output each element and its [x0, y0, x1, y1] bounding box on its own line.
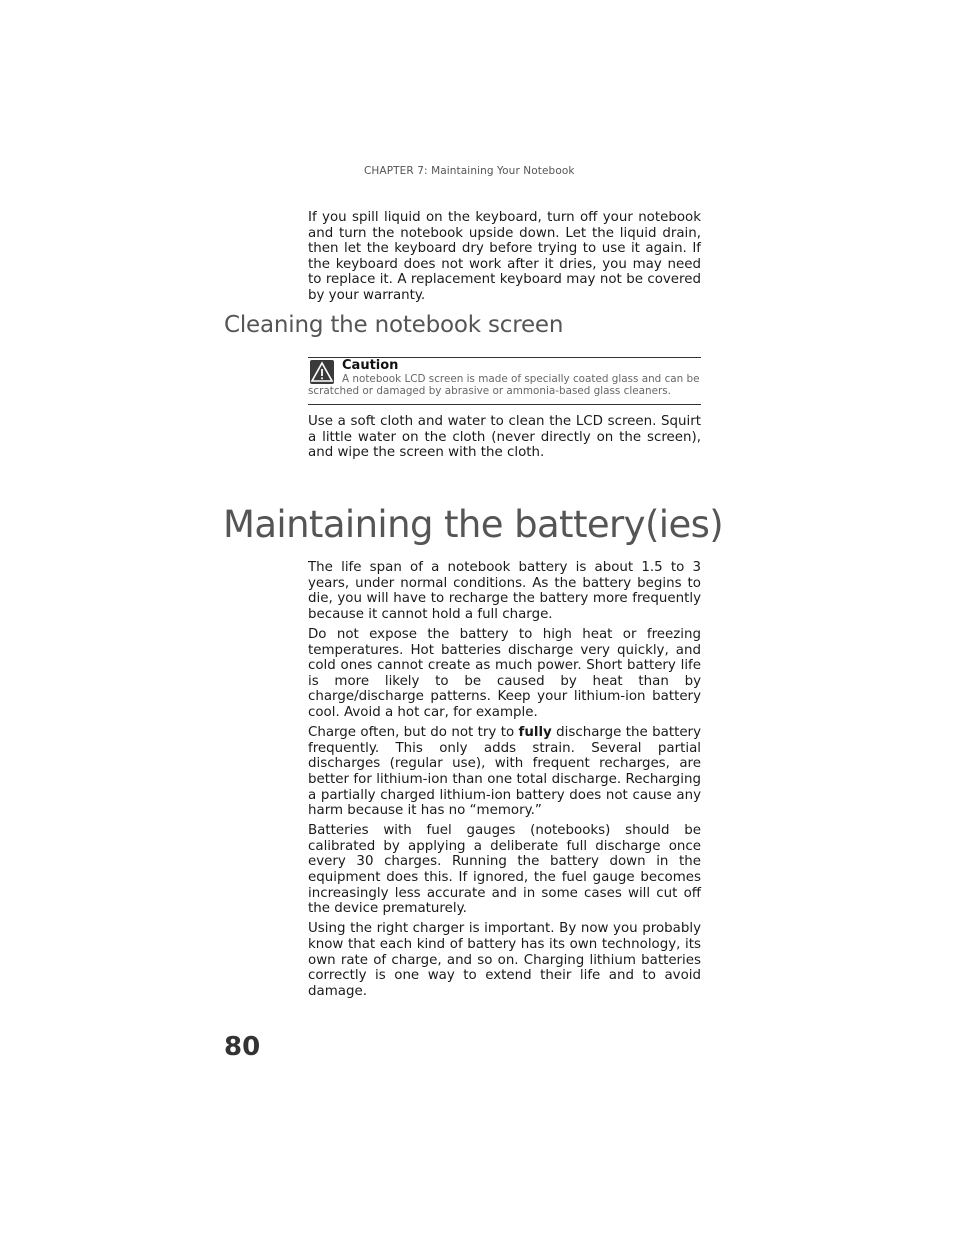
intro-paragraph: If you spill liquid on the keyboard, turn off your notebook and turn the notebook upside down. Let the liquid drain, then let the keyboard dry before trying to use it again. If the keyboard does not work after it dries, you may need to replace it. A replacement keyboard may not be covered by your warranty. — [308, 210, 701, 303]
page-number: 80 — [224, 1032, 261, 1062]
running-header: CHAPTER 7: Maintaining Your Notebook — [364, 165, 575, 177]
section-heading-battery: Maintaining the battery(ies) — [223, 503, 724, 546]
battery-paragraph-3-start: Charge often, but do not try to — [308, 725, 519, 741]
intro-section — [308, 210, 701, 304]
battery-section — [308, 560, 701, 999]
caution-text: A notebook LCD screen is made of specially coated glass and can be scratched or damaged by abrasive or ammonia-based glass cleaners. — [308, 373, 700, 398]
caution-title: Caution — [342, 358, 399, 373]
emphasis-fully: fully — [518, 725, 552, 741]
battery-paragraph-3-end: discharge the battery frequently. This only adds strain. Several partial discharges (regular use), with frequent recharges, are better for lithium-ion than one total discharge. Recharging a partially charged lithium-ion battery does not cause any harm because it has no “memory.” — [308, 725, 701, 819]
battery-paragraph-2: Do not expose the battery to high heat or freezing temperatures. Hot batteries discharge very quickly, and cold ones cannot create as much power. Short battery life is more likely to be caused by heat than by charge/discharge patterns. Keep your lithium-ion battery cool. Avoid a hot car, for example. — [308, 626, 701, 720]
screen-cleaning-paragraph: Use a soft cloth and water to clean the LCD screen. Squirt a little water on the cloth (never directly on the screen), and wipe the screen with the cloth. — [308, 414, 701, 461]
caution-box — [308, 357, 701, 405]
battery-paragraph-4: Batteries with fuel gauges (notebooks) should be calibrated by applying a deliberate full discharge once every 30 charges. Running the battery down in the equipment does this. If ignored, the fuel gauge becomes increasingly less accurate and in some cases will cut off the device prematurely. — [308, 823, 701, 917]
battery-paragraph-3 — [308, 725, 701, 819]
battery-paragraph-1: The life span of a notebook battery is about 1.5 to 3 years, under normal conditions. As the battery begins to die, you will have to recharge the battery more frequently because it cannot hold a full charge. — [308, 560, 701, 622]
section-heading-screen: Cleaning the notebook screen — [224, 312, 564, 338]
screen-cleaning-section — [308, 414, 701, 461]
battery-paragraph-5: Using the right charger is important. By now you probably know that each kind of battery has its own technology, its own rate of charge, and so on. Charging lithium batteries correctly is one way to extend their life and to avoid damage. — [308, 921, 701, 999]
